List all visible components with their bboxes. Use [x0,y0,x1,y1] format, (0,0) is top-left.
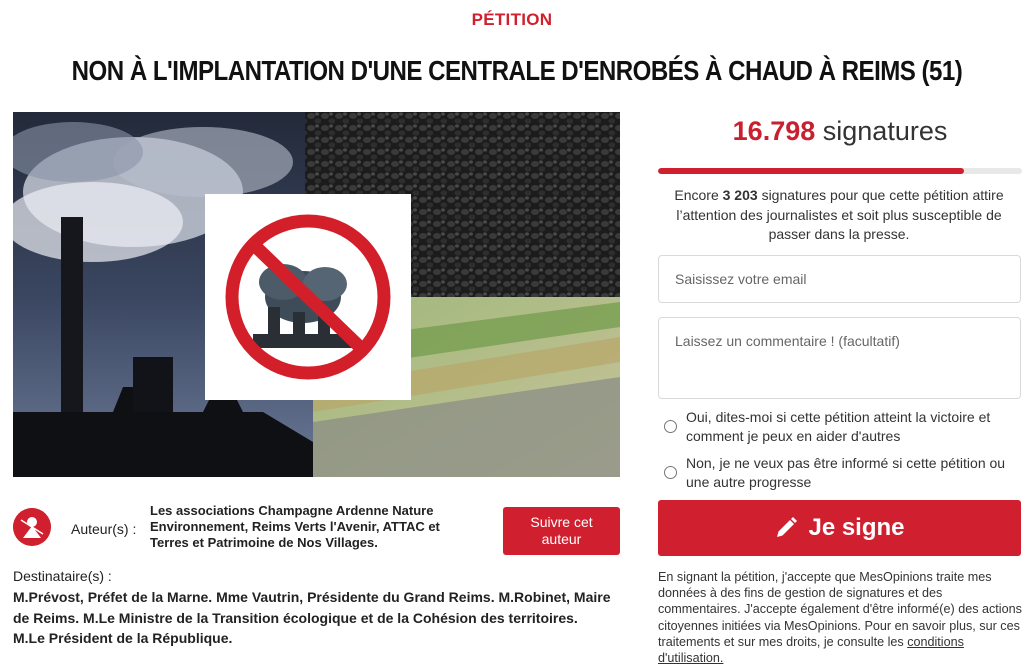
petition-title: NON À L'IMPLANTATION D'UNE CENTRALE D'ENROBÉS À CHAUD À REIMS (51) [71,55,963,86]
signature-progress-fill [658,168,964,174]
goal-remaining-count: 3 203 [722,187,758,203]
author-names[interactable]: Les associations Champagne Ardenne Nature Environnement, Reims Verts l'Avenir, ATTAC et Terres et Patrimoine de Nos Villages. [150,503,440,550]
petition-hero-image [13,112,620,477]
notify-no-radio[interactable] [664,466,677,479]
page-kicker: PÉTITION [471,10,553,29]
legal-text: En signant la pétition, j'accepte que MesOpinions traite mes données à des fins de gestion de signatures et des commentaires. J'accepte également d'être informé(e) des actions citoyennes initiées via MesOpinions. Pour en savoir plus, sur ces traitements et sur mes droits, je consulte les [658,570,1022,649]
follow-author-button[interactable]: Suivre cet auteur [503,507,620,555]
author-avatar [13,508,51,546]
notify-yes-option[interactable] [662,408,1022,448]
sign-petition-button[interactable] [658,500,1021,556]
association-logo-icon [13,508,51,546]
goal-suffix: signatures pour que cette pétition attire l’attention des journalistes et soit plus susceptible de passer dans la presse. [676,187,1004,242]
notify-yes-radio[interactable] [664,420,677,433]
notify-no-label: Non, je ne veux pas être informé si cette pétition ou une autre progresse [686,455,1006,490]
author-section [13,503,620,563]
signature-count-number: 16.798 [732,116,816,146]
recipients-label: Destinataire(s) : [13,568,112,584]
terms-link[interactable]: conditions d'utilisation. [658,634,964,666]
signature-progress-bar [658,168,1022,174]
goal-prefix: Encore [674,187,719,203]
hero-collage [13,112,620,477]
comment-input[interactable] [658,317,1021,399]
sign-button-label: Je signe [808,514,905,541]
signature-goal-text [663,186,1015,245]
signature-count-word: signatures [822,116,948,146]
recipients-text: M.Prévost, Préfet de la Marne. Mme Vautrin, Présidente du Grand Reims. M.Robinet, Maire de Reims. M.Le Ministre de la Transition écologique et de la Cohésion des territoires. M.Le Président de la République. [13,589,611,646]
pencil-icon [774,516,798,540]
notify-no-option[interactable] [662,454,1022,494]
legal-notice [658,569,1022,666]
notify-yes-label: Oui, dites-moi si cette pétition atteint la victoire et comment je peux en aider d'autres [686,409,991,444]
signature-count [658,116,1022,147]
email-input[interactable] [658,255,1021,303]
author-label: Auteur(s) : [71,521,137,537]
